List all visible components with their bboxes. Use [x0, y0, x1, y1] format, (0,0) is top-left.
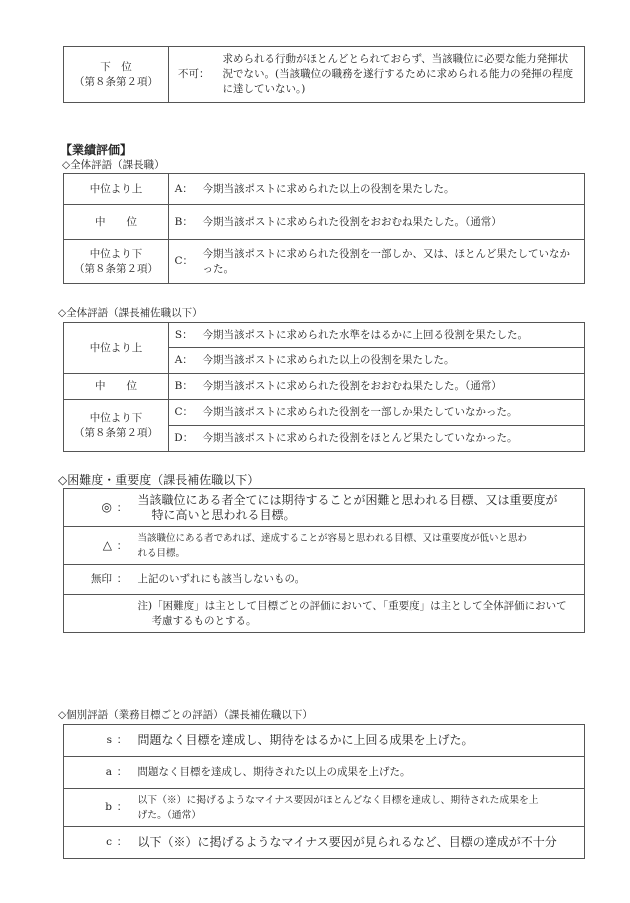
- oa-middle-grade: 中 位: [64, 374, 169, 400]
- overall-manager-title: ◇全体評語（課長職）: [62, 159, 165, 171]
- om-row-2-text: 今期当該ポストに求められた役割を一部しか、又は、ほとんど果たしていなか: [202, 247, 570, 260]
- om-row-2-text2: った。: [202, 262, 234, 275]
- om-row-2-sub: （第８条第２項）: [74, 262, 158, 275]
- diff-row-2-text: 上記のいずれにも該当しないもの。: [134, 565, 585, 595]
- ind-row-2-mark: b: [105, 801, 112, 813]
- om-row-0-code: A：: [169, 174, 199, 205]
- ind-row-1-text: 問題なく目標を達成し、期待された以上の成果を上げた。: [134, 757, 585, 789]
- oa-lower-grade-cell: [64, 400, 169, 452]
- diff-row-0-text-cell: [134, 489, 585, 527]
- ind-row-1-colon: ：: [116, 766, 128, 778]
- oa-row-0-text: 今期当該ポストに求められた水準をはるかに上回る役割を果たした。: [199, 323, 585, 348]
- diff-note-spacer: [64, 595, 134, 633]
- diff-note-1: 注)「困難度」は主として目標ごとの評価において、「重要度」は主として全体評価において: [137, 599, 567, 612]
- ind-row-0-colon: ：: [116, 734, 128, 746]
- oa-row-1-code: A：: [169, 348, 199, 374]
- ind-row-1-mark-cell: [64, 757, 134, 789]
- oa-row-3-text: 今期当該ポストに求められた役割を一部しか果たしていなかった。: [199, 400, 585, 426]
- diff-row-0-colon: ：: [116, 501, 128, 514]
- grade-article: （第８条第２項）: [74, 75, 158, 88]
- oa-lower-sub: （第８条第２項）: [74, 426, 158, 439]
- diff-row-0-mark-cell: [64, 489, 134, 527]
- difficulty-table: [63, 488, 585, 633]
- om-row-1-code: B：: [169, 205, 199, 240]
- difficulty-title: ◇困難度・重要度（課長補佐職以下）: [58, 473, 260, 487]
- om-row-0-grade: 中位より上: [64, 174, 169, 205]
- diff-row-2-mark-cell: [64, 565, 134, 595]
- diff-row-1-mark-cell: [64, 527, 134, 565]
- oa-upper-grade: 中位より上: [64, 323, 169, 374]
- diff-note-2: 考慮するものとする。: [151, 614, 257, 627]
- ind-row-3-mark: c: [106, 836, 112, 848]
- grade-description: [219, 47, 585, 103]
- ind-row-2-text-cell: [134, 789, 585, 827]
- om-row-2-grade-cell: [64, 240, 169, 284]
- overall-manager-table: [63, 173, 585, 284]
- ind-row-2-colon: ：: [116, 801, 128, 813]
- individual-title: ◇個別評語（業務目標ごとの評語）（課長補佐職以下）: [58, 709, 313, 721]
- grade-label: 下 位: [100, 60, 132, 73]
- overall-assistant-title: ◇全体評語（課長補佐職以下）: [58, 307, 203, 319]
- diff-row-1-text: 当該職位にある者であれば、達成することが容易と思われる目標、又は重要度が低いと思わ: [137, 532, 528, 544]
- om-row-0-text: 今期当該ポストに求められた以上の役割を果たした。: [199, 174, 585, 205]
- diff-row-0-text2: 特に高いと思われる目標。: [151, 507, 296, 522]
- ind-row-3-mark-cell: [64, 827, 134, 859]
- om-row-2-code: C：: [169, 240, 199, 284]
- double-circle-icon: ◎: [101, 499, 112, 514]
- desc-line-1: 求められる行動がほとんどとられておらず、当該職位に必要な能力発揮状: [222, 53, 569, 65]
- oa-row-0-code: S：: [169, 323, 199, 348]
- diff-row-1-text2: れる目標。: [137, 547, 186, 559]
- ind-row-2-mark-cell: [64, 789, 134, 827]
- oa-row-1-text: 今期当該ポストに求められた以上の役割を果たした。: [199, 348, 585, 374]
- diff-row-1-colon: ：: [116, 539, 128, 552]
- ind-row-3-colon: ：: [116, 836, 128, 848]
- om-row-1-grade: 中 位: [64, 205, 169, 240]
- overall-assistant-table: [63, 322, 585, 452]
- diff-note-cell: [134, 595, 585, 633]
- grade-cell: [64, 47, 169, 103]
- individual-table: [63, 724, 585, 859]
- ind-row-2-text: 以下（※）に掲げるようなマイナス要因がほとんどなく目標を達成し、期待された成果を上: [137, 794, 539, 806]
- diff-row-2-mark: 無印: [91, 573, 112, 585]
- section-title: 【業績評価】: [60, 143, 133, 157]
- ind-row-0-mark: s: [106, 734, 112, 746]
- om-row-2-text-cell: [199, 240, 585, 284]
- grade-code: 不可：: [169, 47, 219, 103]
- oa-row-4-code: D：: [169, 426, 199, 452]
- oa-row-2-text: 今期当該ポストに求められた役割をおおむね果たした。（通常）: [199, 374, 585, 400]
- ind-row-0-mark-cell: [64, 725, 134, 757]
- triangle-icon: △: [102, 537, 112, 552]
- diff-row-0-text: 当該職位にある者全てには期待することが困難と思われる目標、又は重要度が: [137, 492, 558, 507]
- ind-row-1-mark: a: [105, 766, 112, 778]
- oa-lower-grade: 中位より下: [89, 411, 143, 424]
- diff-row-2-colon: ：: [116, 573, 128, 585]
- oa-row-4-text: 今期当該ポストに求められた役割をほとんど果たしていなかった。: [199, 426, 585, 452]
- ind-row-3-text: 以下（※）に掲げるようなマイナス要因が見られるなど、目標の達成が不十分: [134, 827, 585, 859]
- oa-row-2-code: B：: [169, 374, 199, 400]
- om-row-1-text: 今期当該ポストに求められた役割をおおむね果たした。（通常）: [199, 205, 585, 240]
- diff-row-1-text-cell: [134, 527, 585, 565]
- desc-line-3: に達していない。): [222, 83, 306, 95]
- ind-row-0-text: 問題なく目標を達成し、期待をはるかに上回る成果を上げた。: [134, 725, 585, 757]
- oa-row-3-code: C：: [169, 400, 199, 426]
- om-row-2-grade: 中位より下: [89, 247, 143, 260]
- ind-row-2-text2: げた。（通常）: [137, 809, 202, 821]
- desc-line-2: 況でない。(当該職位の職務を遂行するために求められる能力の発揮の程度: [222, 68, 574, 80]
- top-grade-table: [63, 46, 585, 103]
